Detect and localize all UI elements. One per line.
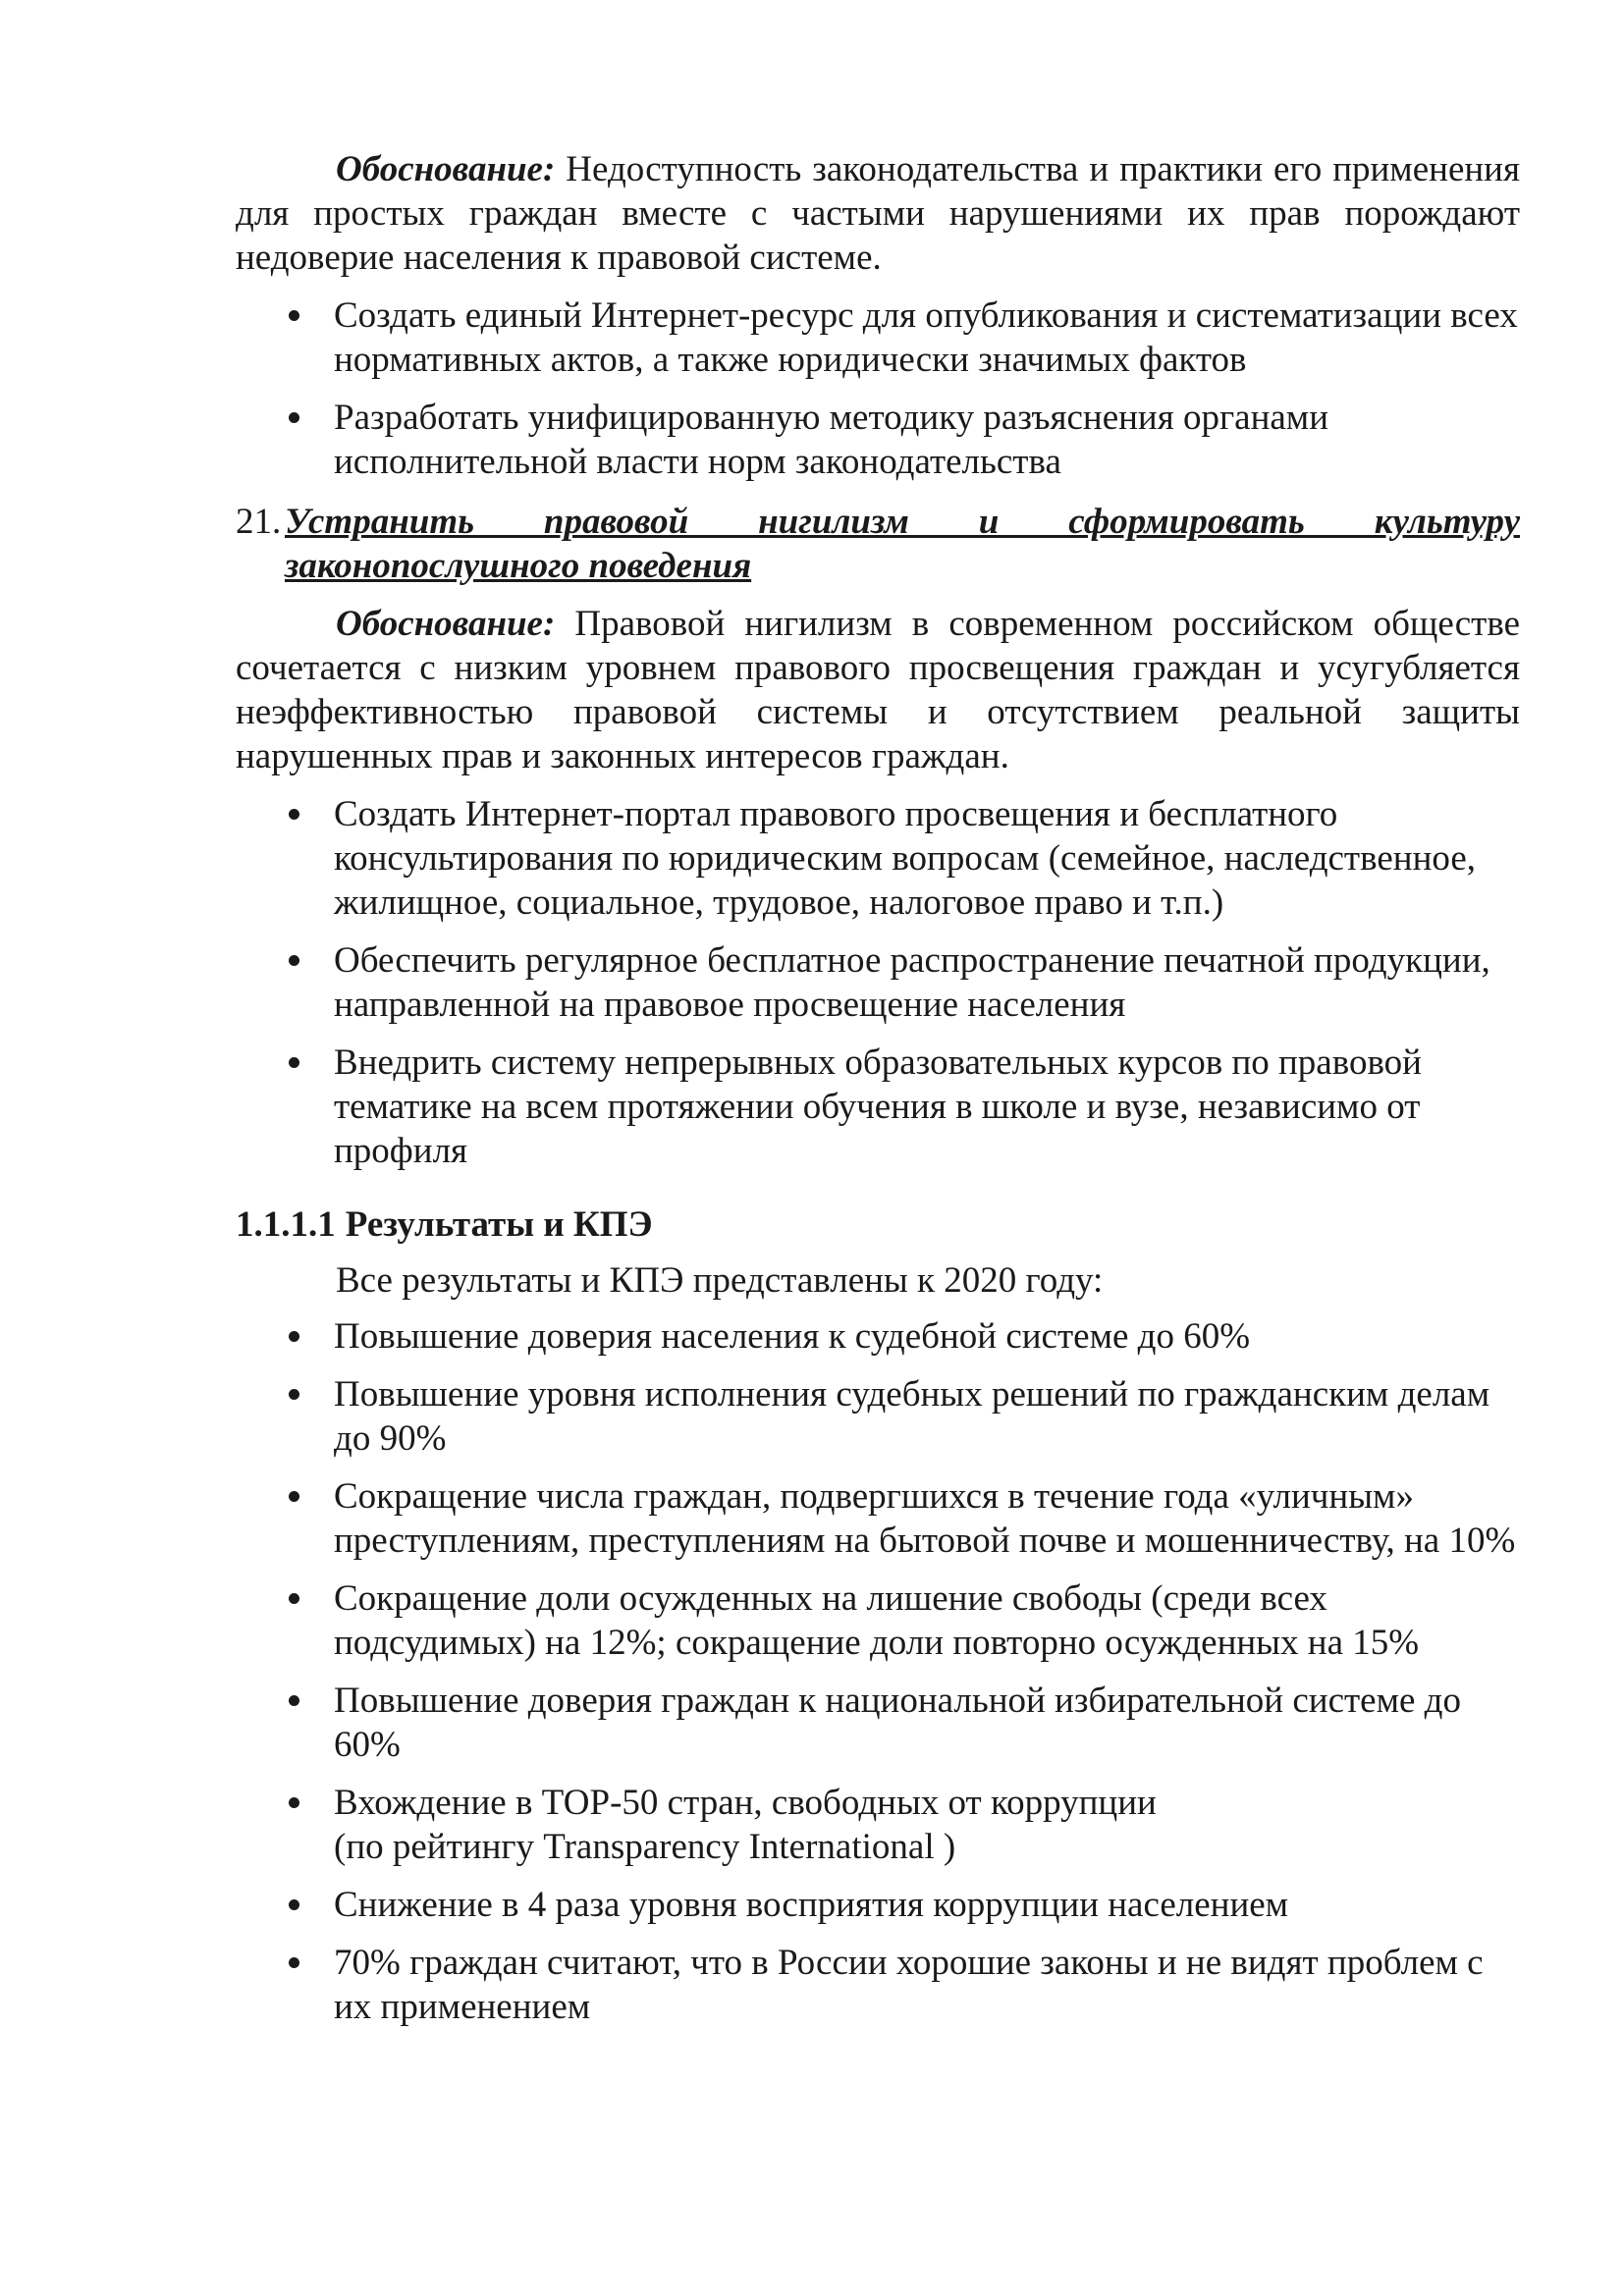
bullet-icon bbox=[289, 1797, 299, 1808]
bullet-icon bbox=[289, 1057, 299, 1068]
document-page bbox=[236, 147, 1520, 2029]
list-item bbox=[236, 1314, 1520, 1359]
item-title: Устранить правовой нигилизм и сформировать культуру законопослушного поведения bbox=[285, 502, 1520, 586]
list-item-text: 70% граждан считают, что в России хорошие законы и не видят проблем с их применением bbox=[334, 1943, 1484, 2027]
bullet-icon bbox=[289, 1899, 299, 1910]
justification-paragraph-2 bbox=[236, 602, 1520, 778]
measures-list-1 bbox=[236, 294, 1520, 484]
list-item bbox=[236, 294, 1520, 382]
list-item bbox=[236, 396, 1520, 484]
list-item bbox=[236, 1679, 1520, 1767]
bullet-icon bbox=[289, 1389, 299, 1400]
list-item-text: Создать единый Интернет-ресурс для опубликования и систематизации всех нормативных актов, а также юридически значимых фактов bbox=[334, 295, 1518, 380]
justification-label: Обоснование: bbox=[336, 604, 556, 644]
list-item bbox=[236, 1041, 1520, 1173]
section-title: Результаты и КПЭ bbox=[345, 1204, 653, 1245]
justification-label: Обоснование: bbox=[336, 149, 556, 189]
list-item-text-line2: (по рейтингу Transparency International ) bbox=[334, 1827, 956, 1867]
list-item bbox=[236, 1474, 1520, 1563]
bullet-icon bbox=[289, 955, 299, 966]
list-item-text: Вхождение в ТОР-50 стран, свободных от коррупции bbox=[334, 1783, 1157, 1823]
list-item bbox=[236, 1883, 1520, 1927]
section-heading bbox=[236, 1202, 1520, 1247]
results-list bbox=[236, 1314, 1520, 2029]
bullet-icon bbox=[289, 809, 299, 820]
justification-paragraph-1 bbox=[236, 147, 1520, 280]
bullet-icon bbox=[289, 1593, 299, 1604]
list-item-text: Создать Интернет-портал правового просвещения и бесплатного консультирования по юридическим вопросам (семейное, наследственное, жилищное, социальное, трудовое, налоговое право и т.п.) bbox=[334, 794, 1477, 923]
list-item-text: Снижение в 4 раза уровня восприятия коррупции населением bbox=[334, 1885, 1289, 1925]
section-number: 1.1.1.1 bbox=[236, 1204, 336, 1245]
list-item-text: Повышение уровня исполнения судебных решений по гражданским делам до 90% bbox=[334, 1374, 1490, 1459]
list-item-text: Сокращение числа граждан, подвергшихся в течение года «уличным» преступлениям, преступлениям на бытовой почве и мошенничеству, на 10% bbox=[334, 1476, 1516, 1561]
list-item bbox=[236, 1781, 1520, 1869]
bullet-icon bbox=[289, 412, 299, 423]
numbered-item-21 bbox=[236, 500, 1520, 588]
list-item bbox=[236, 1941, 1520, 2029]
list-item-text: Повышение доверия граждан к национальной избирательной системе до 60% bbox=[334, 1681, 1461, 1765]
list-item bbox=[236, 1576, 1520, 1665]
list-item-text: Разработать унифицированную методику разъяснения органами исполнительной власти норм законодательства bbox=[334, 398, 1329, 482]
bullet-icon bbox=[289, 310, 299, 321]
bullet-icon bbox=[289, 1957, 299, 1968]
list-item-text: Внедрить систему непрерывных образовательных курсов по правовой тематике на всем протяжении обучения в школе и вузе, независимо от профиля bbox=[334, 1042, 1422, 1171]
item-number: 21. bbox=[236, 502, 282, 542]
bullet-icon bbox=[289, 1331, 299, 1342]
list-item-text: Обеспечить регулярное бесплатное распространение печатной продукции, направленной на правовое просвещение населения bbox=[334, 940, 1490, 1025]
list-item-text: Повышение доверия населения к судебной системе до 60% bbox=[334, 1316, 1251, 1357]
measures-list-2 bbox=[236, 792, 1520, 1173]
justification-text: Правовой нигилизм в современном российском обществе сочетается с низким уровнем правового просвещения граждан и усугубляется неэффективностью правовой системы и отсутствием реальной защиты нарушенных прав и законных интересов граждан. bbox=[236, 604, 1520, 776]
justification-text: Недоступность законодательства и практики его применения для простых граждан вместе с частыми нарушениями их прав порождают недоверие населения к правовой системе. bbox=[236, 149, 1520, 278]
bullet-icon bbox=[289, 1695, 299, 1706]
bullet-icon bbox=[289, 1491, 299, 1502]
results-intro: Все результаты и КПЭ представлены к 2020 году: bbox=[336, 1260, 1104, 1301]
list-item bbox=[236, 792, 1520, 925]
list-item bbox=[236, 1372, 1520, 1461]
list-item bbox=[236, 938, 1520, 1027]
list-item-text: Сокращение доли осужденных на лишение свободы (среди всех подсудимых) на 12%; сокращение доли повторно осужденных на 15% bbox=[334, 1578, 1420, 1663]
